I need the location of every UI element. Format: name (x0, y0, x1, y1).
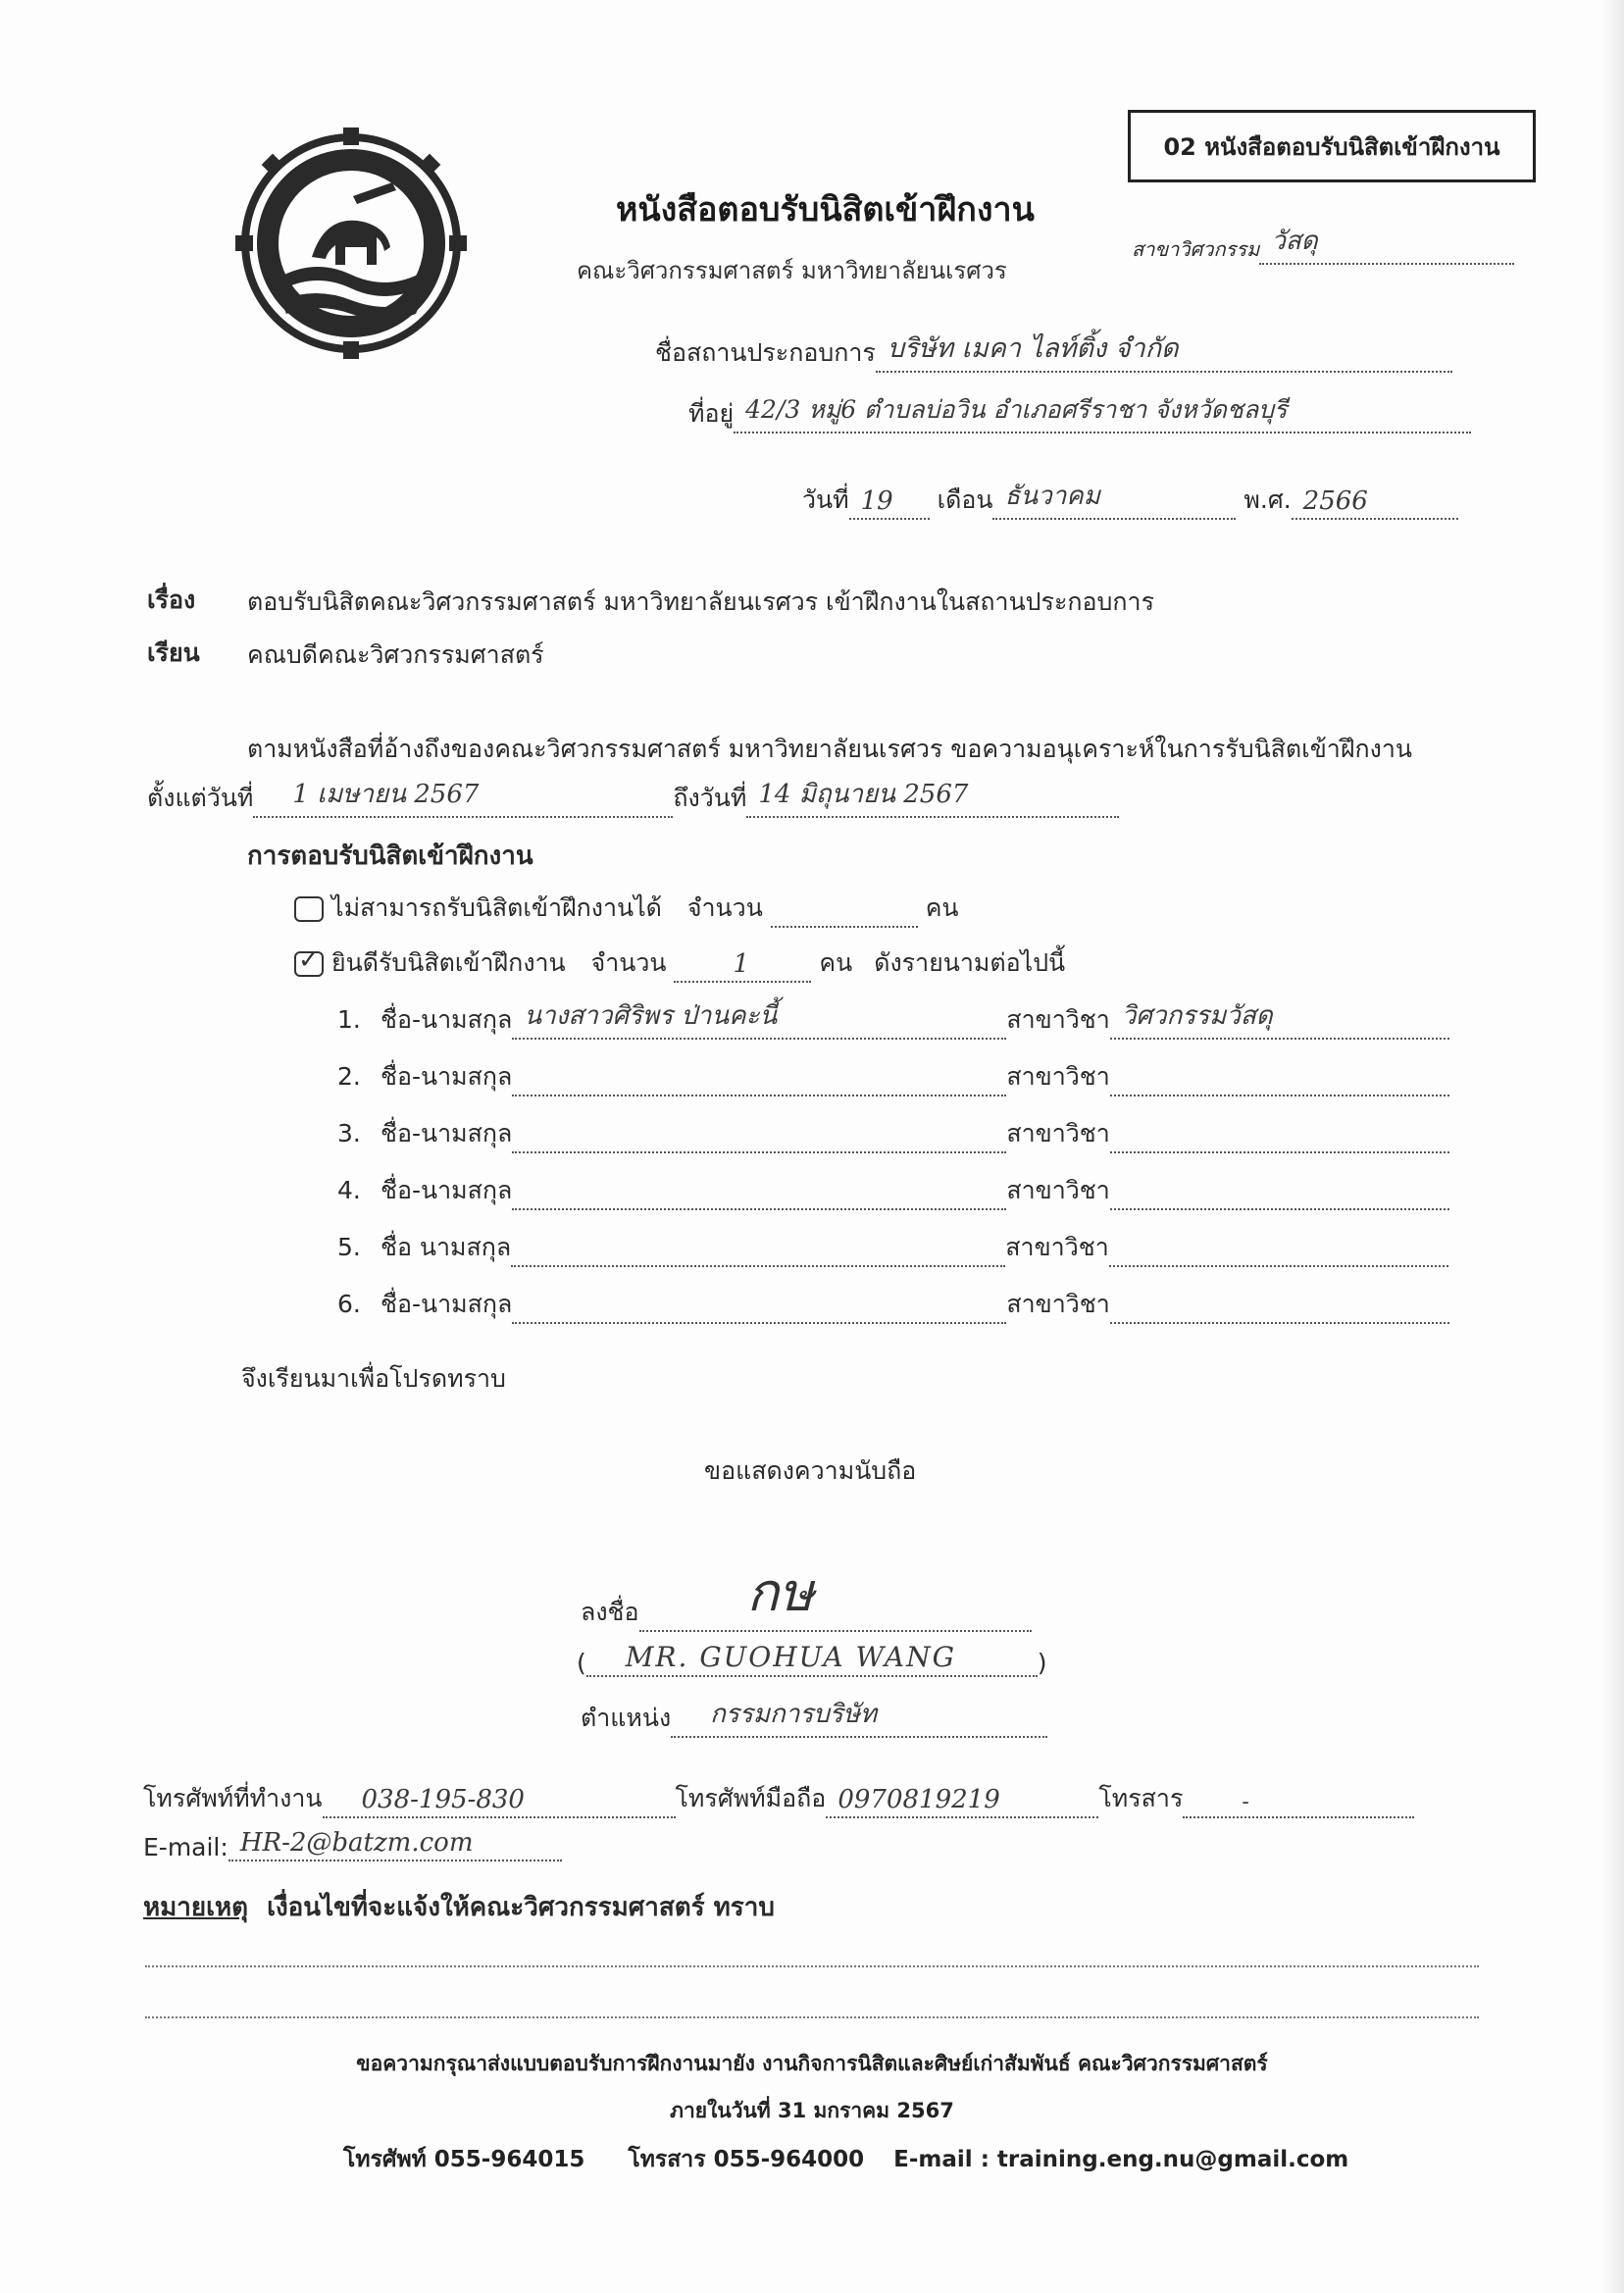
accept-unit: คน (819, 948, 853, 977)
signer-position-value: กรรมการบริษัท (710, 1700, 878, 1729)
date-month-value: ธันวาคม (1004, 482, 1100, 511)
date-year-label: พ.ศ. (1243, 485, 1292, 514)
signature-fill[interactable] (639, 1561, 1032, 1632)
period-field (147, 779, 1119, 818)
closing-regards: ขอแสดงความนับถือ (704, 1456, 917, 1485)
date-month-fill (992, 482, 1236, 520)
period-from-label: ตั้งแต่วันที่ (147, 784, 254, 812)
student-name-fill[interactable] (512, 1065, 1006, 1096)
footer-contact (343, 2142, 1348, 2177)
student-major-label: สาขาวิชา (1005, 1233, 1109, 1261)
reject-option (294, 889, 959, 928)
student-name-fill[interactable] (511, 1236, 1005, 1267)
period-from-value: 1 เมษายน 2567 (292, 780, 480, 809)
accept-count-value: 1 (733, 949, 750, 979)
student-name-fill[interactable] (512, 1293, 1006, 1324)
student-name-label: ชื่อ-นามสกุล (381, 1176, 513, 1204)
student-row (337, 1171, 1449, 1210)
student-major-label: สาขาวิชา (1006, 1005, 1110, 1034)
company-address-field (688, 394, 1471, 433)
student-row (337, 1228, 1448, 1267)
date-year-value: 2566 (1302, 486, 1368, 516)
reject-count-fill[interactable] (771, 896, 918, 928)
accept-count-label: จำนวน (590, 948, 667, 977)
accept-checkbox[interactable] (294, 945, 324, 977)
subject-text: ตอบรับนิสิตคณะวิศวกรรมศาสตร์ มหาวิทยาลัยนเรศวร เข้าฝึกงานในสถานประกอบการ (247, 587, 1155, 616)
to-text: คณบดีคณะวิศวกรรมศาสตร์ (247, 640, 544, 669)
student-major-label: สาขาวิชา (1006, 1119, 1110, 1147)
period-from-fill (253, 780, 673, 818)
student-name-value: นางสาวศิริพร ป่านคะนี้ (524, 1001, 778, 1031)
company-address-value: 42/3 หมู่6 ตำบลบ่อวิน อำเภอศรีราชา จังหวัดชลบุรี (745, 395, 1288, 424)
company-name-field (655, 333, 1452, 373)
student-major-fill[interactable] (1110, 1122, 1449, 1153)
footer-fax: โทรสาร 055-964000 (628, 2147, 865, 2172)
email-value: HR-2@batzm.com (239, 1828, 474, 1858)
student-major-label: สาขาวิชา (1006, 1176, 1110, 1204)
signer-name-field (577, 1641, 1047, 1677)
student-name-fill[interactable] (512, 1122, 1006, 1153)
student-major-label: สาขาวิชา (1006, 1062, 1110, 1091)
student-name-label: ชื่อ-นามสกุล (381, 1062, 513, 1091)
acceptance-heading: การตอบรับนิสิตเข้าฝึกงาน (247, 841, 533, 871)
remark-line[interactable] (145, 2016, 1479, 2018)
remark-text: เงื่อนไขที่จะแจ้งให้คณะวิศวกรรมศาสตร์ ทราบ (267, 1893, 775, 1922)
date-year-fill (1292, 488, 1458, 520)
department-label: สาขาวิศวกรรม (1132, 237, 1260, 261)
department-value: วัสดุ (1271, 227, 1318, 256)
student-major-fill[interactable] (1110, 1001, 1449, 1040)
student-name-label: ชื่อ นามสกุล (381, 1233, 512, 1261)
reject-count-label: จำนวน (686, 893, 763, 922)
fax-fill[interactable] (1183, 1787, 1414, 1818)
department-field (1132, 227, 1514, 265)
student-num: 4. (337, 1176, 361, 1204)
student-num: 2. (337, 1062, 361, 1091)
scan-edge (1600, 0, 1624, 2293)
date-month-label: เดือน (937, 485, 993, 514)
signer-name-fill[interactable] (586, 1641, 1038, 1677)
period-to-value: 14 มิถุนายน 2567 (758, 780, 969, 809)
student-major-fill[interactable] (1110, 1179, 1449, 1210)
company-address-label: ที่อยู่ (688, 399, 735, 428)
accept-option (294, 943, 1065, 983)
mobile-label: โทรศัพท์มือถือ (675, 1784, 827, 1812)
student-major-fill[interactable] (1110, 1293, 1449, 1324)
email-fill[interactable] (228, 1830, 562, 1861)
company-name-label: ชื่อสถานประกอบการ (655, 338, 876, 367)
body-paragraph: ตามหนังสือที่อ้างถึงของคณะวิศวกรรมศาสตร์ มหาวิทยาลัยนเรศวร ขอความอนุเคราะห์ในการรับนิสิตเข้าฝึกงาน (247, 735, 1412, 763)
mobile-value: 0970819219 (837, 1785, 1000, 1814)
mobile-fill[interactable] (826, 1787, 1098, 1818)
student-num: 3. (337, 1119, 361, 1147)
company-address-fill (734, 395, 1471, 433)
student-num: 6. (337, 1290, 361, 1318)
signer-name-value: MR. GUOHUA WANG (625, 1641, 956, 1673)
office-phone-value: 038-195-830 (361, 1785, 525, 1814)
reject-unit: คน (925, 893, 959, 922)
signature-label: ลงชื่อ (581, 1598, 639, 1626)
accept-label: ยินดีรับนิสิตเข้าฝึกงาน (331, 948, 566, 977)
student-num: 1. (337, 1005, 361, 1034)
date-field (802, 481, 1458, 520)
signer-position-fill[interactable] (671, 1700, 1047, 1738)
fax-label: โทรสาร (1098, 1784, 1184, 1812)
footer-email: E-mail : training.eng.nu@gmail.com (893, 2147, 1349, 2172)
form-code-box (1128, 110, 1536, 182)
signer-close-paren: ) (1037, 1649, 1047, 1677)
student-major-fill[interactable] (1109, 1236, 1448, 1267)
student-num: 5. (337, 1233, 361, 1261)
contact-phone-row (143, 1779, 1414, 1818)
period-to-fill (746, 780, 1119, 818)
faculty-logo (235, 127, 467, 359)
student-row (337, 1114, 1449, 1153)
student-major-value: วิศวกรรมวัสดุ (1121, 1001, 1273, 1031)
email-label: E-mail: (143, 1833, 228, 1861)
student-name-fill[interactable] (512, 1001, 1006, 1040)
student-name-label: ชื่อ-นามสกุล (381, 1290, 513, 1318)
reject-label: ไม่สามารถรับนิสิตเข้าฝึกงานได้ (331, 893, 662, 922)
accept-count-fill[interactable] (674, 951, 811, 983)
signature-mark: กษ (746, 1561, 814, 1623)
student-name-fill[interactable] (512, 1179, 1006, 1210)
document-title: หนังสือตอบรับนิสิตเข้าฝึกงาน (616, 190, 1035, 229)
student-name-label: ชื่อ-นามสกุล (381, 1119, 513, 1147)
student-row (337, 1285, 1449, 1324)
contact-email-row (143, 1830, 562, 1861)
company-name-fill (876, 333, 1452, 373)
remark-row (143, 1887, 775, 1927)
accept-checkmark-icon: ✓ (298, 945, 320, 975)
signer-position-label: ตำแหน่ง (581, 1704, 672, 1732)
remark-label: หมายเหตุ (143, 1893, 249, 1922)
student-row (337, 1000, 1449, 1040)
signature-field (581, 1561, 1032, 1632)
department-fill (1259, 227, 1514, 265)
office-phone-label: โทรศัพท์ที่ทำงาน (143, 1784, 323, 1812)
period-to-label: ถึงวันที่ (673, 784, 747, 812)
footer-line1: ขอความกรุณาส่งแบบตอบรับการฝึกงานมายัง งานกิจการนิสิตและศิษย์เก่าสัมพันธ์ คณะวิศวกรรมศาสตร์ (356, 2052, 1268, 2075)
footer-phone: โทรศัพท์ 055-964015 (343, 2147, 585, 2172)
company-name-value: บริษัท เมคา ไลท์ติ้ง จำกัด (887, 333, 1179, 364)
date-day-value: 19 (860, 486, 893, 516)
signer-open-paren: ( (577, 1649, 586, 1677)
subject-label: เรื่อง (147, 586, 196, 614)
office-phone-fill[interactable] (323, 1787, 676, 1818)
accept-suffix: ดังรายนามต่อไปนี้ (874, 948, 1066, 977)
student-major-fill[interactable] (1110, 1065, 1449, 1096)
signer-position-field (581, 1699, 1047, 1738)
student-row (337, 1057, 1449, 1096)
to-label: เรียน (147, 638, 200, 667)
fax-value: - (1242, 1790, 1249, 1814)
document-subtitle: คณะวิศวกรรมศาสตร์ มหาวิทยาลัยนเรศวร (577, 257, 1007, 284)
student-name-label: ชื่อ-นามสกุล (381, 1005, 513, 1034)
form-code-text: 02 หนังสือตอบรับนิสิตเข้าฝึกงาน (1163, 132, 1500, 161)
date-day-label: วันที่ (802, 485, 849, 514)
closing-inform: จึงเรียนมาเพื่อโปรดทราบ (241, 1364, 506, 1393)
student-major-label: สาขาวิชา (1006, 1290, 1110, 1318)
reject-checkbox[interactable] (294, 896, 324, 922)
footer-line2: ภายในวันที่ 31 มกราคม 2567 (670, 2099, 954, 2122)
remark-line[interactable] (145, 1965, 1479, 1967)
date-day-fill (849, 488, 930, 520)
